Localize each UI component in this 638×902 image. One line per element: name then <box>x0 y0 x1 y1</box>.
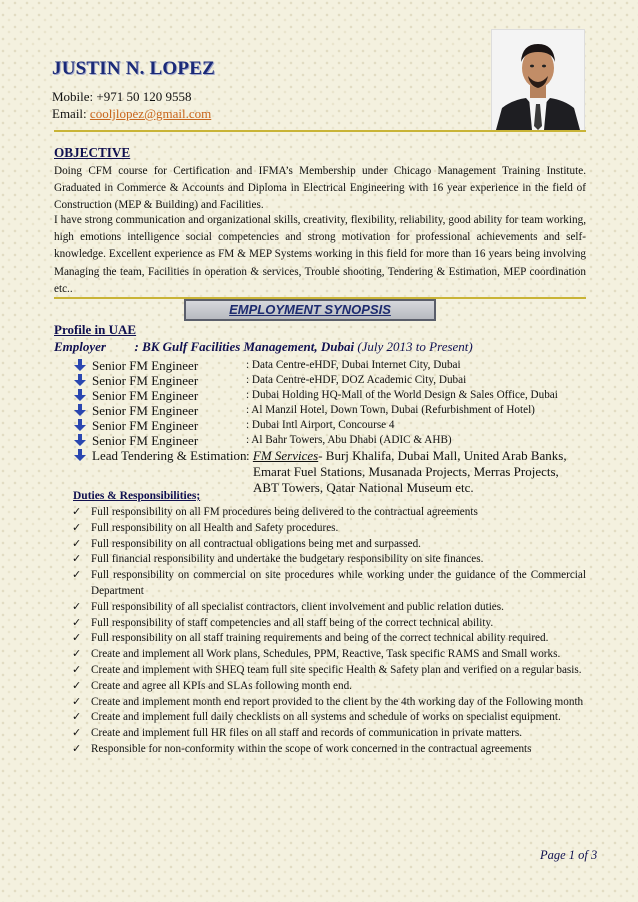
lead-role-line-1 <box>246 448 567 464</box>
duty-text: Create and implement all Work plans, Schedules, PPM, Reactive, Task specific RAMS and Small works. <box>91 648 561 661</box>
role-location: : Dubai Holding HQ-Mall of the World Design & Sales Office, Dubai <box>246 389 558 401</box>
role-location: : Al Bahr Towers, Abu Dhabi (ADIC & AHB) <box>246 434 452 446</box>
employer-dates: (July 2013 to Present) <box>357 339 473 354</box>
role-item <box>74 373 594 388</box>
duties-list <box>72 505 586 758</box>
checkmark-icon: ✓ <box>72 727 82 740</box>
role-title: Senior FM Engineer <box>92 373 199 388</box>
checkmark-icon: ✓ <box>72 695 82 708</box>
checkmark-icon: ✓ <box>72 663 82 676</box>
objective-heading: OBJECTIVE <box>54 145 131 160</box>
employer-label: Employer <box>54 339 106 354</box>
role-item <box>74 433 594 448</box>
arrow-down-icon <box>74 449 86 462</box>
arrow-down-icon <box>74 404 86 417</box>
duty-item <box>72 568 586 600</box>
duty-item <box>72 726 586 742</box>
email-link[interactable]: cooljlopez@gmail.com <box>89 106 212 121</box>
profile-photo <box>491 29 585 131</box>
checkmark-icon: ✓ <box>72 506 82 518</box>
duty-item <box>72 537 586 553</box>
duty-text: Full responsibility of staff competencies and all staff being of the correct technical ability. <box>91 616 494 629</box>
duty-text: Full responsibility on all FM procedures being delivered to the contractual agreements <box>91 506 478 518</box>
arrow-down-icon <box>74 419 86 432</box>
checkmark-icon: ✓ <box>72 521 82 534</box>
checkmark-icon: ✓ <box>72 600 82 613</box>
role-item <box>74 403 594 418</box>
role-location: : Dubai Intl Airport, Concourse 4 <box>246 419 395 431</box>
duty-item <box>72 552 586 568</box>
role-item <box>74 388 594 403</box>
checkmark-icon: ✓ <box>72 632 82 645</box>
duty-text: Create and implement with SHEQ team full site specific Health & Safety plan and verified on a regular basis. <box>91 663 582 676</box>
role-title: Senior FM Engineer <box>92 388 199 403</box>
role-title: Lead Tendering & Estimation <box>92 448 247 463</box>
checkmark-icon: ✓ <box>72 679 82 692</box>
duties-heading: Duties & Responsibilities; <box>73 490 201 502</box>
role-title: Senior FM Engineer <box>92 418 199 433</box>
duty-text: Create and agree all KPIs and SLAs following month end. <box>91 679 352 692</box>
lead-role-clients-1: - Burj Khalifa, Dubai Mall, United Arab Banks, <box>318 448 567 463</box>
role-location: : Data Centre-eHDF, DOZ Academic City, Dubai <box>246 374 467 386</box>
fm-services-link[interactable]: FM Services <box>252 448 319 463</box>
lead-role-line-3: ABT Towers, Qatar National Museum etc. <box>253 480 474 495</box>
duty-item <box>72 742 586 758</box>
role-title: Senior FM Engineer <box>92 433 199 448</box>
duty-text: Create and implement full HR files on all staff and records of communication in private matters. <box>91 727 523 740</box>
employer-name: : BK Gulf Facilities Management, Dubai <box>134 339 355 354</box>
duty-text: Create and implement month end report provided to the client by the 4th working day of the Following month <box>91 695 584 708</box>
checkmark-icon: ✓ <box>72 569 82 582</box>
role-location: : Data Centre-eHDF, Dubai Internet City, Dubai <box>246 359 461 371</box>
employment-synopsis-title: EMPLOYMENT SYNOPSIS <box>229 302 391 317</box>
header-divider <box>54 130 586 132</box>
duty-item <box>72 695 586 711</box>
objective-paragraph-2: I have strong communication and organizational skills, creativity, flexibility, reliability, good ability for team working, high emotions intelligence social competencies and strong motivation for professional achievements and self-knowledge. Excellent experience as FM & MEP Systems working in this field for more than 16 years being involving Managing the team, Facilities in operation & services, Trouble shooting, Tendering & Estimation, MEP coordination etc.. <box>54 214 586 295</box>
arrow-down-icon <box>74 374 86 387</box>
profile-heading: Profile in UAE <box>54 322 137 337</box>
duty-item <box>72 616 586 632</box>
role-title: Senior FM Engineer <box>92 358 199 373</box>
duty-item <box>72 710 586 726</box>
duty-text: Responsible for non-conformity within the scope of work concerned in the contractual agreements <box>91 742 532 755</box>
duty-item <box>72 521 586 537</box>
duty-text: Full responsibility on all contractual obligations being met and surpassed. <box>91 537 421 550</box>
checkmark-icon: ✓ <box>72 537 82 550</box>
checkmark-icon: ✓ <box>72 616 82 629</box>
checkmark-icon: ✓ <box>72 711 82 724</box>
checkmark-icon: ✓ <box>72 553 82 566</box>
mobile-line <box>52 89 192 105</box>
email-line <box>52 106 211 122</box>
candidate-name: JUSTIN N. LOPEZ <box>52 58 215 79</box>
arrow-down-icon <box>74 389 86 402</box>
duty-item <box>72 505 586 521</box>
page-number: Page 1 of 3 <box>540 848 598 862</box>
duty-item <box>72 647 586 663</box>
duty-item <box>72 663 586 679</box>
role-title: Senior FM Engineer <box>92 403 199 418</box>
mobile-label: Mobile: <box>52 89 94 104</box>
checkmark-icon: ✓ <box>72 648 82 661</box>
duty-text: Full responsibility on all Health and Safety procedures. <box>91 521 339 534</box>
role-location: : Al Manzil Hotel, Down Town, Dubai (Refurbishment of Hotel) <box>246 404 535 416</box>
duty-item <box>72 679 586 695</box>
duty-item <box>72 631 586 647</box>
duty-text: Full responsibility on all staff training requirements and being of the correct technical ability required. <box>91 632 549 645</box>
roles-list <box>74 358 594 496</box>
checkmark-icon: ✓ <box>72 742 82 755</box>
lead-role-prefix: : <box>246 448 253 463</box>
duty-text: Full financial responsibility and undertake the budgetary responsibility on site finances. <box>91 553 484 566</box>
duty-text: Full responsibility on commercial on site procedures while working under the guidance of the Commercial Department <box>91 569 586 597</box>
mobile-number: +971 50 120 9558 <box>96 89 192 104</box>
objective-paragraph-1: Doing CFM course for Certification and IFMA’s Membership under Chicago Management Training Institute. Graduated in Commerce & Accounts and Diploma in Electrical Engineering with 16 year experience in the field of Construction (MEP & Building) and Facilities. <box>54 165 586 212</box>
duty-text: Create and implement full daily checklists on all systems and schedule of works on specialist equipment. <box>91 711 561 724</box>
duty-text: Full responsibility of all specialist contractors, client involvement and public relation duties. <box>91 600 504 613</box>
role-item <box>74 358 594 373</box>
role-item <box>74 418 594 433</box>
lead-role-line-2: Emarat Fuel Stations, Musanada Projects, Merras Projects, <box>253 464 559 479</box>
employment-synopsis-banner <box>184 299 436 321</box>
arrow-down-icon <box>74 359 86 372</box>
employer-line <box>54 339 473 355</box>
arrow-down-icon <box>74 434 86 447</box>
email-label: Email: <box>52 106 87 121</box>
role-item-lead <box>74 448 594 496</box>
duty-item <box>72 600 586 616</box>
